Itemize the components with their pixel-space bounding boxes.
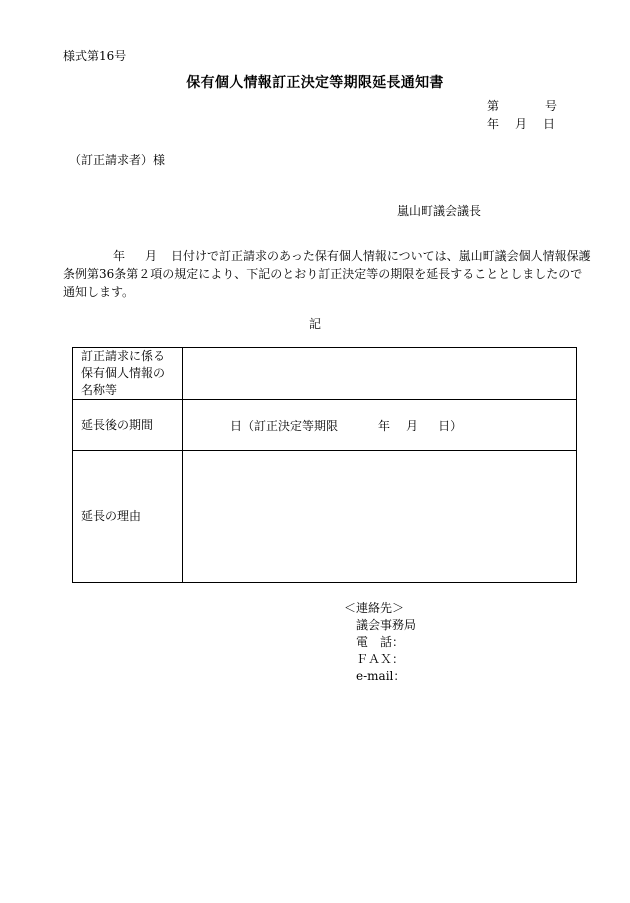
period-month: 月 xyxy=(406,418,419,433)
period-value[interactable] xyxy=(183,400,577,451)
document-number xyxy=(487,97,557,114)
sender: 嵐山町議会議長 xyxy=(397,204,482,218)
name-label: 訂正請求に係る保有個人情報の名称等 xyxy=(73,348,183,400)
contact-email: e-mail： xyxy=(356,669,406,683)
body-month: 月 xyxy=(145,249,158,263)
doc-date-year: 年 xyxy=(487,117,500,131)
body-line-1-rest: 日付けで訂正請求のあった保有個人情報については、嵐山町議会個人情報保護 xyxy=(171,249,591,263)
addressee: （訂正請求者）様 xyxy=(69,153,166,167)
period-year: 年 xyxy=(378,418,391,433)
document-title: 保有個人情報訂正決定等期限延長通知書 xyxy=(186,75,444,91)
reason-label: 延長の理由 xyxy=(73,451,183,583)
period-day: 日 xyxy=(230,418,243,433)
table-row-period xyxy=(73,400,577,451)
doc-date-month: 月 xyxy=(515,117,528,131)
document-date xyxy=(487,115,555,132)
details-table xyxy=(72,347,577,583)
period-day-close: 日） xyxy=(438,418,463,433)
period-label: 延長後の期間 xyxy=(73,400,183,451)
name-value[interactable] xyxy=(183,348,577,400)
doc-number-suffix: 号 xyxy=(545,99,558,113)
form-number: 様式第16号 xyxy=(63,49,127,63)
doc-date-day: 日 xyxy=(543,117,556,131)
doc-number-prefix: 第 xyxy=(487,99,500,113)
body-line-3: 通知します。 xyxy=(63,285,135,299)
ki-heading: 記 xyxy=(308,317,321,331)
body-year: 年 xyxy=(113,249,126,263)
body-line-1 xyxy=(63,247,593,265)
table-row-reason xyxy=(73,451,577,583)
contact-phone: 電 話： xyxy=(356,635,405,649)
contact-fax: ＦＡＸ： xyxy=(356,652,405,666)
table-row-name xyxy=(73,348,577,400)
period-paren-open: （訂正決定等期限 xyxy=(242,418,339,433)
body-line-2: 条例第36条第２項の規定により、下記のとおり訂正決定等の期限を延長することとしましたので xyxy=(63,267,583,281)
body-text xyxy=(63,247,593,301)
contact-heading: ＜連絡先＞ xyxy=(344,601,405,615)
reason-value[interactable] xyxy=(183,451,577,583)
contact-block xyxy=(344,600,416,685)
contact-office: 議会事務局 xyxy=(356,618,417,632)
